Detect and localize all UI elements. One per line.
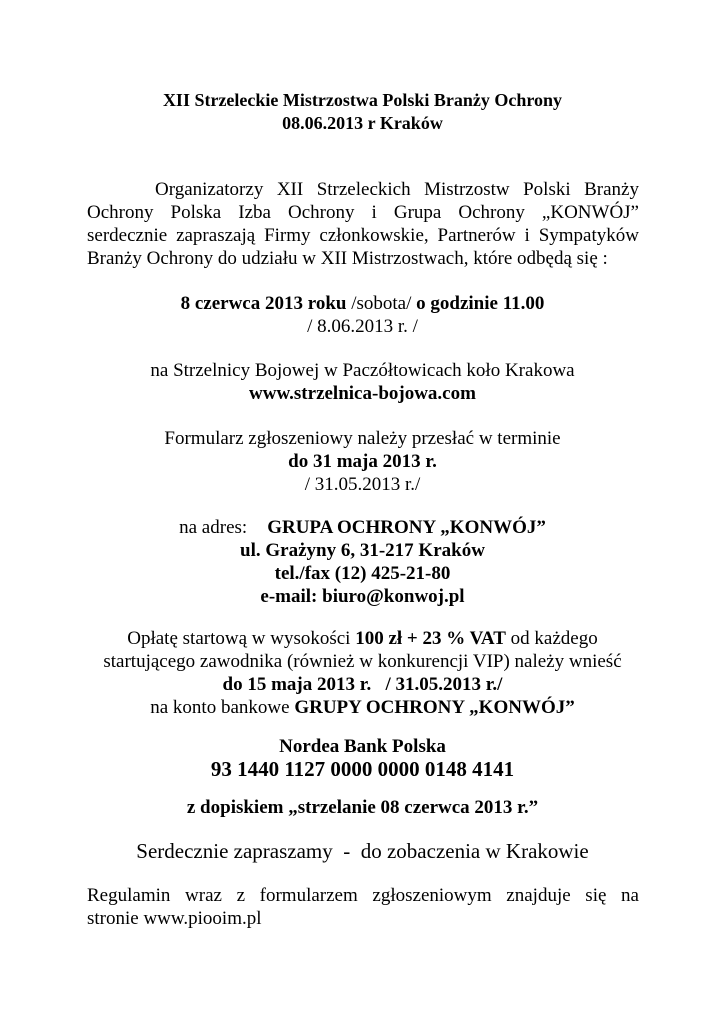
fee-suffix: od każdego — [505, 628, 598, 649]
fee-prefix: Opłatę startową w wysokości — [127, 628, 356, 649]
fee-line-2: startującego zawodnika (również w konkurencji VIP) należy wnieść — [103, 651, 622, 672]
fee-line-1 — [0, 629, 725, 648]
venue-website: www.strzelnica-bojowa.com — [249, 383, 476, 404]
intro-line-2: Ochrony Polska Izba Ochrony i Grupa Ochrony „KONWÓJ” — [87, 202, 639, 223]
fee-due-date: do 15 maja 2013 r. / 31.05.2013 r./ — [222, 674, 503, 695]
event-date-place: 08.06.2013 r Kraków — [282, 113, 443, 133]
bank-name: Nordea Bank Polska — [279, 736, 446, 757]
event-date-line — [0, 294, 725, 313]
form-deadline-numeric: / 31.05.2013 r./ — [304, 474, 421, 495]
fee-account-prefix: na konto bankowe — [150, 697, 295, 718]
intro-line-1: Organizatorzy XII Strzeleckich Mistrzostw Polski Branży — [155, 179, 639, 200]
event-time: o godzinie 11.00 — [416, 293, 545, 314]
closing-greeting: Serdecznie zapraszamy - do zobaczenia w Krakowie — [136, 839, 589, 863]
event-date-numeric: / 8.06.2013 r. / — [307, 316, 418, 337]
venue-place: na Strzelnicy Bojowej w Paczółtowicach koło Krakowa — [150, 360, 575, 381]
fee-amount: 100 zł + 23 % VAT — [355, 628, 506, 649]
intro-line-4: Branży Ochrony do udziału w XII Mistrzostwach, które odbędą się : — [87, 248, 608, 269]
rules-line-1: Regulamin wraz z formularzem zgłoszeniowym znajduje się na — [87, 885, 639, 906]
bank-account-number: 93 1440 1127 0000 0000 0148 4141 — [210, 757, 515, 781]
address-line — [0, 518, 725, 537]
address-company: GRUPA OCHRONY „KONWÓJ” — [267, 517, 546, 538]
intro-line-3: serdecznie zapraszają Firmy członkowskie, Partnerów i Sympatyków — [87, 225, 639, 246]
document-title: XII Strzeleckie Mistrzostwa Polski Branży Ochrony — [162, 90, 563, 110]
address-phone: tel./fax (12) 425-21-80 — [274, 563, 451, 584]
event-date: 8 czerwca 2013 roku — [180, 293, 347, 314]
form-deadline-text: Formularz zgłoszeniowy należy przesłać w terminie — [164, 428, 561, 449]
form-deadline-date: do 31 maja 2013 r. — [288, 451, 437, 472]
fee-account-owner: GRUPY OCHRONY „KONWÓJ” — [294, 697, 575, 718]
address-email: e-mail: biuro@konwoj.pl — [260, 586, 465, 607]
payment-reference: z dopiskiem „strzelanie 08 czerwca 2013 r.” — [186, 797, 539, 818]
rules-line-2: stronie www.piooim.pl — [87, 908, 262, 929]
event-day: /sobota/ — [346, 293, 417, 314]
fee-account-line — [0, 698, 725, 717]
address-street: ul. Grażyny 6, 31-217 Kraków — [240, 540, 485, 561]
address-label: na adres: — [179, 517, 248, 538]
